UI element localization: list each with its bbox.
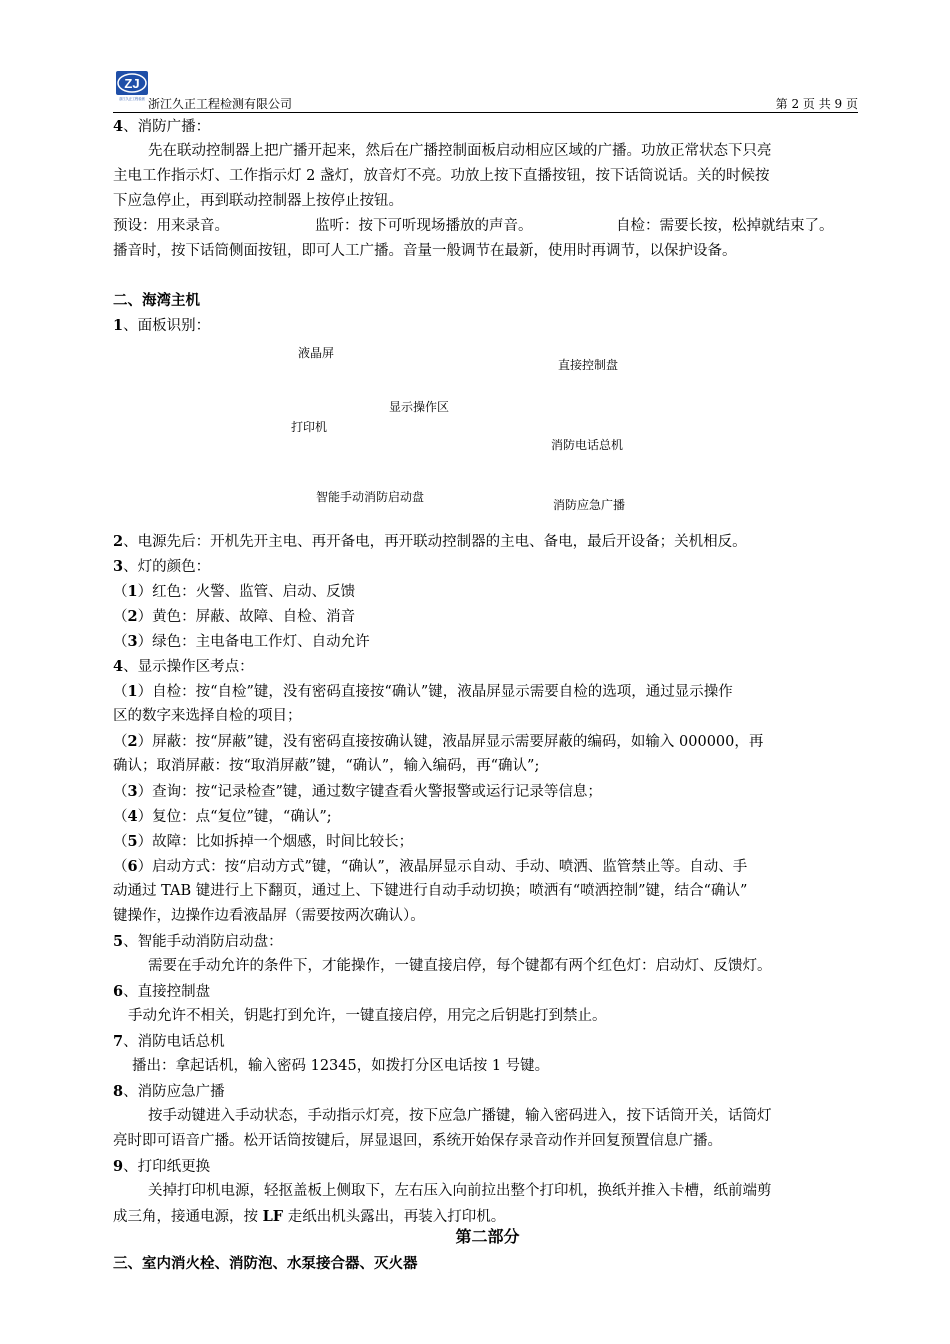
label-emergency-broadcast: 消防应急广播 bbox=[553, 498, 626, 512]
label-manual-panel: 智能手动消防启动盘 bbox=[316, 490, 425, 504]
paragraph-line: 播出：拿起话机，输入密码 12345，如拨打分区电话按 1 号键。 bbox=[132, 1058, 550, 1074]
section-heading-haiwan: 二、海湾主机 bbox=[113, 292, 200, 309]
label-display-area: 显示操作区 bbox=[389, 400, 450, 414]
paragraph-line: 手动允许不相关，钥匙打到允许，一键直接启停，用完之后钥匙打到禁止。 bbox=[128, 1008, 607, 1024]
paragraph-line: 主电工作指示灯、工作指示灯 2 盏灯，放音灯不亮。功放上按下直播按钮，按下话筒说话。关的时候按 bbox=[113, 168, 770, 184]
part-title: 第二部分 bbox=[455, 1227, 520, 1246]
paragraph-power-order: 2、电源先后：开机先开主电、再开备电，再开联动控制器的主电、备电，最后开设备；关机相反。 bbox=[113, 533, 747, 550]
heading-panel-id: 1、面板识别： bbox=[113, 317, 211, 334]
heading-light-colors: 3、灯的颜色： bbox=[113, 558, 211, 575]
paragraph-line: 预设：用来录音。 监听：按下可听现场播放的声音。 自检：需要长按，松掉就结束了。 bbox=[113, 218, 834, 234]
paragraph-line: 先在联动控制器上把广播开起来，然后在广播控制面板启动相应区域的广播。功放正常状态下只亮 bbox=[148, 143, 772, 159]
logo-subtext: 浙江久正工程检测 bbox=[119, 97, 145, 101]
section-heading-hydrants: 三、室内消火栓、消防泡、水泵接合器、灭火器 bbox=[113, 1255, 418, 1272]
paragraph-line: 键操作，边操作边看液晶屏（需要按两次确认）。 bbox=[113, 908, 425, 924]
heading-direct-control: 6、直接控制盘 bbox=[113, 983, 211, 1000]
list-item: （2）屏蔽：按“屏蔽”键，没有密码直接按确认键，液晶屏显示需要屏蔽的编码，如输入 000000，再 bbox=[113, 733, 764, 750]
heading-manual-panel: 5、智能手动消防启动盘： bbox=[113, 933, 283, 950]
paragraph-line: 亮时即可语音广播。松开话筒按键后，屏显退回，系统开始保存录音动作并回复预置信息广播。 bbox=[113, 1133, 722, 1149]
heading-paper-change: 9、打印纸更换 bbox=[113, 1158, 211, 1175]
heading-display-ops: 4、显示操作区考点： bbox=[113, 658, 254, 675]
paragraph-line: 成三角，接通电源，按 LF 走纸出机头露出，再装入打印机。 bbox=[113, 1208, 506, 1225]
paragraph-line: 下应急停止，再到联动控制器上按停止按钮。 bbox=[113, 193, 403, 209]
logo-text: ZJ bbox=[124, 76, 140, 91]
paragraph-line: 需要在手动允许的条件下，才能操作，一键直接启停，每个键都有两个红色灯：启动灯、反馈灯。 bbox=[148, 958, 772, 974]
list-item: （6）启动方式：按“启动方式”键，“确认”，液晶屏显示自动、手动、喷洒、监管禁止等。自动、手 bbox=[113, 858, 748, 875]
label-printer: 打印机 bbox=[291, 420, 328, 434]
list-item: （1）红色：火警、监管、启动、反馈 bbox=[113, 583, 356, 600]
header-page-number: 第 2 页 共 9 页 bbox=[775, 97, 858, 111]
heading-broadcast: 4、消防广播： bbox=[113, 118, 211, 135]
list-item: （3）绿色：主电备电工作灯、自动允许 bbox=[113, 633, 370, 650]
label-lcd: 液晶屏 bbox=[298, 346, 335, 360]
header-rule bbox=[113, 112, 858, 113]
list-item: （5）故障：比如拆掉一个烟感，时间比较长； bbox=[113, 833, 414, 850]
paragraph-line: 区的数字来选择自检的项目； bbox=[113, 708, 302, 724]
label-direct-control: 直接控制盘 bbox=[558, 358, 619, 372]
paragraph-line: 播音时，按下话筒侧面按钮，即可人工广播。音量一般调节在最新，使用时再调节，以保护设备。 bbox=[113, 243, 737, 259]
paragraph-line: 按手动键进入手动状态，手动指示灯亮，按下应急广播键，输入密码进入，按下话筒开关，话筒灯 bbox=[148, 1108, 772, 1124]
paragraph-line: 关掉打印机电源，轻抠盖板上侧取下，左右压入向前拉出整个打印机，换纸并推入卡槽，纸前端剪 bbox=[148, 1183, 772, 1199]
list-item: （3）查询：按“记录检查”键，通过数字键查看火警报警或运行记录等信息； bbox=[113, 783, 602, 800]
paragraph-line: 确认；取消屏蔽：按“取消屏蔽”键，“确认”，输入编码，再“确认”; bbox=[113, 758, 540, 774]
company-logo bbox=[115, 70, 149, 102]
heading-fire-phone: 7、消防电话总机 bbox=[113, 1033, 225, 1050]
header-company: 浙江久正工程检测有限公司 bbox=[148, 97, 293, 111]
heading-emergency-broadcast: 8、消防应急广播 bbox=[113, 1083, 225, 1100]
label-fire-phone: 消防电话总机 bbox=[551, 438, 624, 452]
list-item: （4）复位：点“复位”键，“确认”; bbox=[113, 808, 332, 825]
list-item: （1）自检：按“自检”键，没有密码直接按“确认”键，液晶屏显示需要自检的选项，通过显示操作 bbox=[113, 683, 733, 700]
paragraph-line: 动通过 TAB 键进行上下翻页，通过上、下键进行自动手动切换；喷洒有“喷洒控制”键，结合“确认” bbox=[113, 883, 748, 899]
list-item: （2）黄色：屏蔽、故障、自检、消音 bbox=[113, 608, 356, 625]
